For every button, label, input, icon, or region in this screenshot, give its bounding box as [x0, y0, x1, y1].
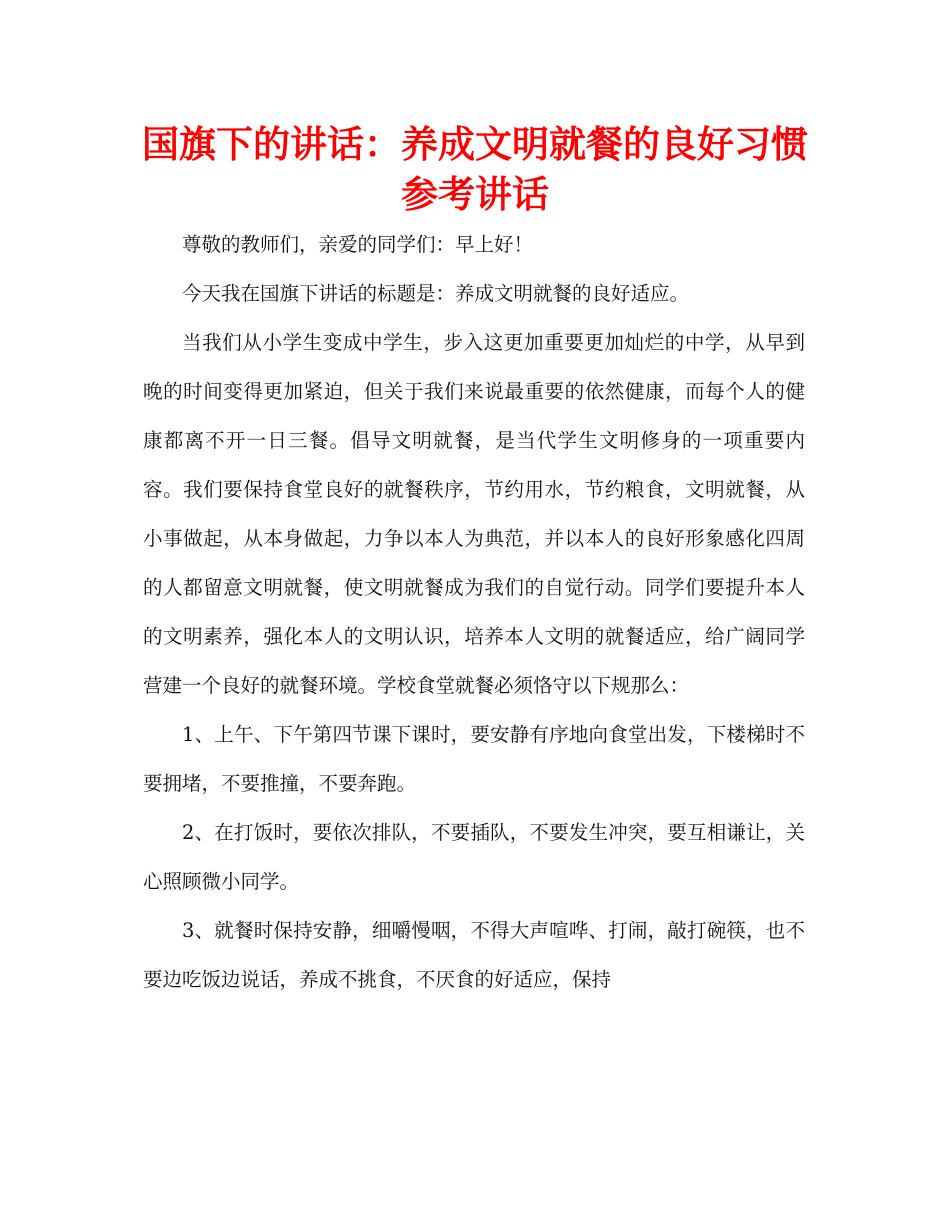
greeting-paragraph: 尊敬的教师们，亲爱的同学们：早上好！	[182, 233, 534, 256]
document-title: 国旗下的讲话：养成文明就餐的良好习惯参考讲话	[142, 123, 808, 216]
rule-paragraph-2: 2、在打饭时，要依次排队，不要插队，不要发生冲突，要互相谦让，关心照顾微小同学。	[143, 821, 805, 893]
document-body	[143, 220, 805, 1004]
rule-paragraph-1: 1、上午、下午第四节课下课时，要安静有序地向食堂出发，下楼梯时不要拥堵，不要推撞，不要奔跑。	[143, 723, 805, 795]
rule-paragraph-3: 3、就餐时保持安静，细嚼慢咽，不得大声喧哗、打闹，敲打碗筷，也不要边吃饭边说话，养成不挑食，不厌食的好适应，保持	[143, 919, 805, 991]
topic-paragraph: 今天我在国旗下讲话的标题是：养成文明就餐的良好适应。	[182, 282, 690, 305]
main-paragraph: 当我们从小学生变成中学生，步入这更加重要更加灿烂的中学，从早到晚的时间变得更加紧迫，但关于我们来说最重要的依然健康，而每个人的健康都离不开一日三餐。倡导文明就餐，是当代学生文明修身的一项重要内容。我们要保持食堂良好的就餐秩序，节约用水，节约粮食，文明就餐，从小事做起，从本身做起，力争以本人为典范，并以本人的良好形象感化四周的人都留意文明就餐，使文明就餐成为我们的自觉行动。同学们要提升本人的文明素养，强化本人的文明认识，培养本人文明的就餐适应，给广阔同学营建一个良好的就餐环境。学校食堂就餐必须恪守以下规那么：	[143, 331, 805, 697]
